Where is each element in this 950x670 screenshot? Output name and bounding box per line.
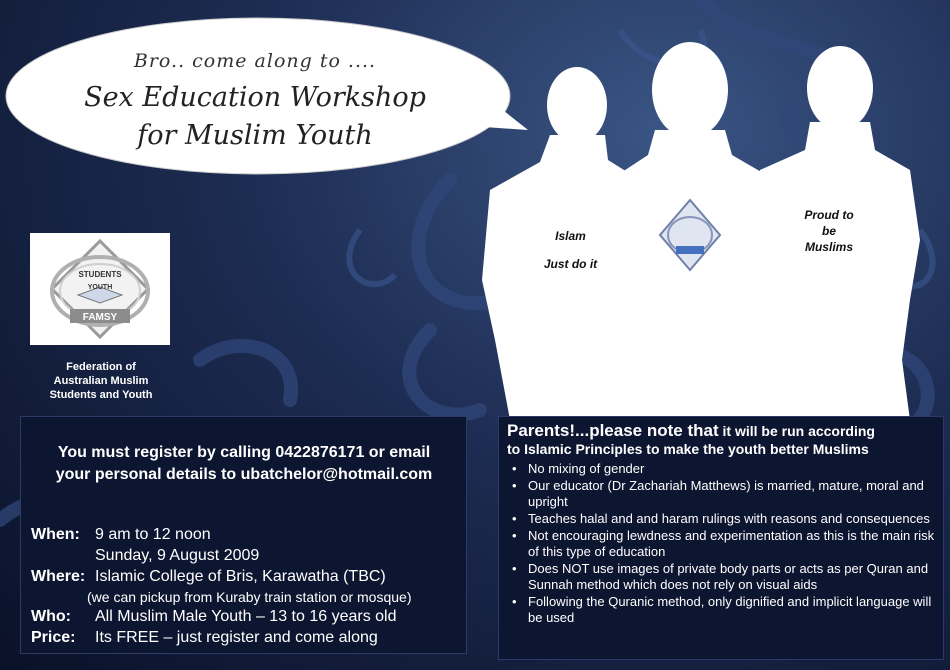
organization-name xyxy=(30,360,172,402)
event-subtitle: for Muslim Youth xyxy=(137,120,373,151)
when-value-time: 9 am to 12 noon xyxy=(95,526,211,543)
registration-info xyxy=(29,442,459,486)
shirt-left-line2: Just do it xyxy=(543,257,598,271)
logo-top-text: STUDENTS xyxy=(78,270,122,279)
shirt-left-line1: Islam xyxy=(555,229,586,243)
organization-logo xyxy=(30,233,170,345)
bubble-intro: Bro.. come along to .... xyxy=(133,50,377,72)
list-item: • No mixing of gender xyxy=(507,461,937,477)
when-value-date: Sunday, 9 August 2009 xyxy=(95,547,260,564)
registration-line1: You must register by calling 0422876171 or email xyxy=(57,444,431,461)
shirt-right-line2: be xyxy=(821,224,836,238)
shirt-right-line3: Muslims xyxy=(804,240,853,254)
parents-heading-big: Parents!...please note that xyxy=(507,421,719,440)
price-label: Price: xyxy=(31,629,76,646)
silhouette-icon xyxy=(440,40,950,420)
principles-list xyxy=(507,461,937,627)
when-date-row xyxy=(95,546,259,566)
org-name-line3: Students and Youth xyxy=(49,389,153,401)
speech-bubble xyxy=(40,50,470,154)
list-item: • Teaches halal and and haram rulings with reasons and consequences xyxy=(507,511,937,527)
list-item: • Not encouraging lewdness and experimentation as this is the main risk of this type of education xyxy=(507,528,937,560)
list-item: • Our educator (Dr Zachariah Matthews) is married, mature, moral and upright xyxy=(507,478,937,510)
price-row xyxy=(31,628,378,648)
price-value: Its FREE – just register and come along xyxy=(95,629,378,646)
parents-heading-part1: it will be run according xyxy=(718,423,875,439)
parents-heading-part2: to Islamic Principles to make the youth better Muslims xyxy=(507,441,869,457)
famsy-logo-icon xyxy=(30,233,170,345)
parents-heading xyxy=(507,422,937,458)
who-value: All Muslim Male Youth – 13 to 16 years old xyxy=(95,608,397,625)
where-row xyxy=(31,567,386,587)
shirt-text-right xyxy=(795,207,863,255)
registration-line2: your personal details to ubatchelor@hotmail.com xyxy=(55,466,433,483)
pickup-note: (we can pickup from Kuraby train station or mosque) xyxy=(87,589,412,605)
event-title: Sex Education Workshop xyxy=(84,82,426,113)
logo-mid-text: YOUTH xyxy=(87,284,113,291)
where-value: Islamic College of Bris, Karawatha (TBC) xyxy=(95,568,386,585)
when-label: When: xyxy=(31,526,80,543)
event-details-panel xyxy=(20,416,467,654)
where-label: Where: xyxy=(31,568,86,585)
shirt-right-line1: Proud to xyxy=(804,208,854,222)
logo-bottom-text: FAMSY xyxy=(82,312,118,323)
list-item: • Does NOT use images of private body parts or acts as per Quran and Sunnah method which does not rely on visual aids xyxy=(507,561,937,593)
who-label: Who: xyxy=(31,608,71,625)
list-item: • Following the Quranic method, only dignified and implicit language will be used xyxy=(507,594,937,626)
when-row xyxy=(31,525,211,545)
parents-note-panel xyxy=(498,416,944,660)
who-row xyxy=(31,607,397,627)
shirt-text-left xyxy=(538,228,603,272)
org-name-line2: Australian Muslim xyxy=(53,375,149,387)
org-name-line1: Federation of xyxy=(66,361,136,373)
